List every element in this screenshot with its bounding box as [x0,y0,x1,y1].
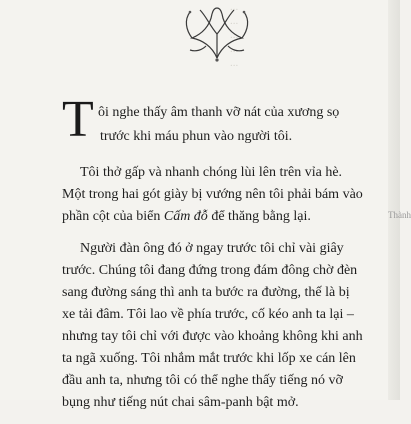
paragraph-3 [62,238,390,414]
text-line: Tôi thở gấp và nhanh chóng lùi lên trên vỉa hè. [80,165,343,180]
text-line: ta ngã xuống. Tôi nhắm mắt trước khi lốp xe cán lên [62,351,356,366]
text-line: đầu anh ta, nhưng tôi có thể nghe thấy tiếng nó vỡ [62,373,343,388]
text-line: trước khi máu phun vào người tôi. [100,129,293,144]
text-fragment: để thăng bằng lại. [207,209,311,224]
text-line: nhưng tay tôi chỉ với được vào khoảng không khi anh [62,329,363,344]
facing-page-text: Thành [388,210,411,220]
text-line: Một trong hai gót giày bị vướng nên tôi phải bám vào [62,187,363,202]
text-line: xe tải đâm. Tôi lao về phía trước, cố kéo anh ta lại – [62,307,354,322]
show-through-line: ... [230,29,239,41]
text-line: bụng như tiếng nút chai sâm-panh bật mở. [62,395,299,410]
text-line: Người đàn ông đó ở ngay trước tôi chỉ vài giây [80,241,344,256]
floral-ornament-icon [172,0,262,62]
text-line: ôi nghe thấy âm thanh vỡ nát của xương sọ [98,105,340,120]
text-line: trước. Chúng tôi đang đứng trong đám đông chờ đèn [62,263,358,278]
show-through-line: ... [230,15,239,27]
text-fragment: phần cột của biển [62,209,164,224]
show-through-line: ... [230,57,239,69]
sign-name-italic: Cấm đỗ [163,209,208,224]
story-text [62,91,390,424]
paragraph-1 [62,91,390,150]
text-line: sang đường sáng thì anh ta bước ra đường, thế là bị [62,285,350,300]
show-through-line: ... [230,1,239,13]
drop-cap: T [62,91,94,148]
show-through-line: ... [230,43,239,55]
text-line [62,206,390,228]
paragraph-2 [62,162,390,228]
